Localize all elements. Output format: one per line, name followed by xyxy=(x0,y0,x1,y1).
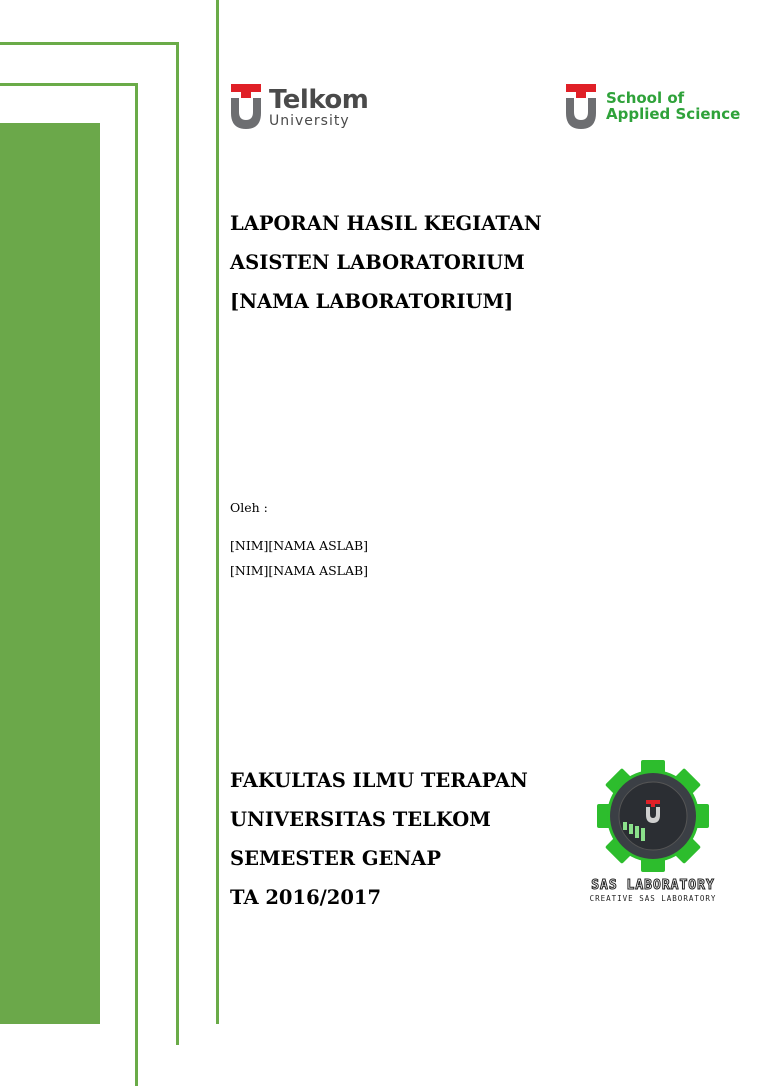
sas-laboratory-emblem xyxy=(577,760,729,903)
university-name: UNIVERSITAS TELKOM xyxy=(230,808,491,831)
sas-logo-line1: School of xyxy=(606,89,685,108)
title-line-3: [NAMA LABORATORIUM] xyxy=(230,290,514,313)
gear-emblem-icon xyxy=(594,760,712,872)
semester: SEMESTER GENAP xyxy=(230,847,441,870)
decorative-vertical-line xyxy=(216,0,219,1024)
faculty-name: FAKULTAS ILMU TERAPAN xyxy=(230,769,528,792)
academic-year: TA 2016/2017 xyxy=(230,886,382,909)
decorative-green-block xyxy=(0,123,100,1024)
telkom-logo-icon xyxy=(229,84,263,130)
title-line-1: LAPORAN HASIL KEGIATAN xyxy=(230,212,542,235)
emblem-title: SAS LABORATORY xyxy=(591,878,715,893)
telkom-logo-icon xyxy=(564,84,598,130)
telkom-logo-line2: University xyxy=(269,112,350,129)
sas-logo-line2: Applied Science xyxy=(606,105,741,123)
emblem-subtitle: CREATIVE SAS LABORATORY xyxy=(589,894,717,903)
report-title xyxy=(230,204,542,321)
telkom-logo-line1: Telkom xyxy=(269,84,369,115)
telkom-university-logo xyxy=(229,84,368,130)
title-line-2: ASISTEN LABORATORIUM xyxy=(230,251,525,274)
authors-label: Oleh : xyxy=(230,500,268,515)
school-of-applied-science-logo xyxy=(564,84,740,130)
institution-block xyxy=(230,761,528,917)
authors-section xyxy=(230,500,368,583)
author-entry: [NIM][NAMA ASLAB] xyxy=(230,563,369,578)
author-entry: [NIM][NAMA ASLAB] xyxy=(230,538,369,553)
